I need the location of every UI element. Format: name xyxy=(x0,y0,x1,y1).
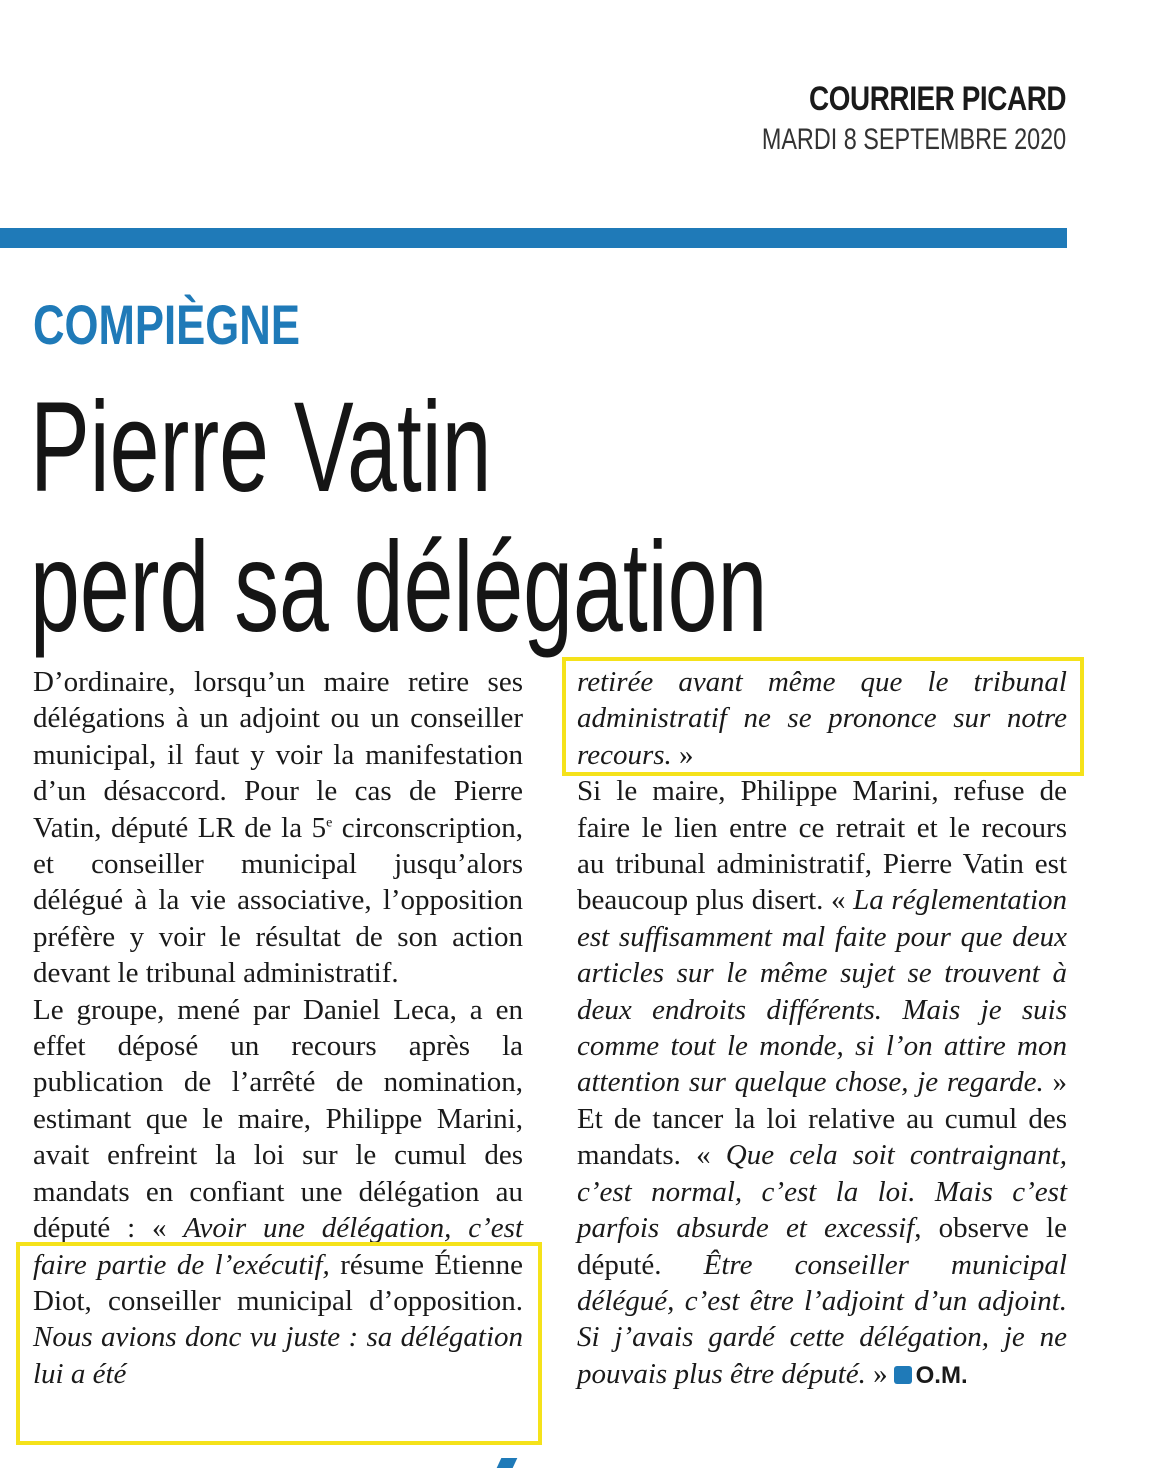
text-run: D’ordinaire, lorsqu’un maire retire ses délégations à un adjoint ou un conseiller municipal, il faut y voir la manifestation d’un désaccord. Pour le cas de Pierre Vatin, député LR de la 5 xyxy=(33,666,523,844)
newspaper-name: COURRIER PICARD xyxy=(808,80,1066,118)
superscript: e xyxy=(326,814,333,830)
publication-date: MARDI 8 SEPTEMBRE 2020 xyxy=(761,123,1066,156)
text-run: Le groupe, mené par Daniel Leca, a en effet déposé un recours après la publication de l’arrêté de nomination, estimant que le maire, Philippe Marini, avait enfreint la loi sur le cumul des mandats en confiant une délégation au député : « xyxy=(33,993,523,1245)
author-signature: O.M. xyxy=(915,1361,968,1389)
text-run: » xyxy=(671,738,694,771)
text-run: résume Étienne Diot, conseiller municipal d’opposition. xyxy=(33,1248,523,1317)
text-run: » xyxy=(865,1357,888,1390)
text-run: » Et de tancer la loi relative au cumul des mandats. « xyxy=(577,1066,1067,1172)
paragraph-quote-end xyxy=(577,664,1067,773)
paragraph-vatin xyxy=(577,773,1067,1394)
paragraph-recours xyxy=(33,992,523,1392)
masthead xyxy=(676,80,1066,157)
paragraph-intro xyxy=(33,664,523,992)
decorative-fragment xyxy=(497,1458,518,1468)
headline-line-2: perd sa délégation xyxy=(30,516,768,659)
quote-run: La réglementation est suffisamment mal faite pour que deux articles sur le même sujet se trouvent à deux endroits différents. Mais je suis comme tout le monde, si l’on attire mon attention sur quelque chose, je regarde. xyxy=(577,884,1068,1099)
quote-run: Que cela soit contraignant, c’est normal, c’est la loi. Mais c’est parfois absurde et excessif xyxy=(577,1139,1067,1245)
text-run: , observe le député. xyxy=(577,1212,1067,1281)
quote-run: Nous avions donc vu juste : sa délégation lui a été xyxy=(33,1321,523,1390)
article-column-right xyxy=(577,664,1067,1394)
quote-run: Être conseiller municipal délégué, c’est être l’adjoint d’un adjoint. Si j’avais gardé cette délégation, je ne pouvais plus être député. xyxy=(577,1248,1067,1390)
header-rule xyxy=(0,228,1067,248)
text-run: circonscription, et conseiller municipal jusqu’alors délégué à la vie associative, l’opposition préfère y voir le résultat de son action devant le tribunal administratif. xyxy=(33,811,523,990)
article-column-left xyxy=(33,664,523,1392)
quote-run: Avoir une délégation, c’est faire partie de l’exécutif, xyxy=(33,1212,523,1281)
text-run: Si le maire, Philippe Marini, refuse de faire le lien entre ce retrait et le recours au tribunal administratif, Pierre Vatin est beaucoup plus disert. « xyxy=(577,775,1067,917)
headline xyxy=(30,376,768,659)
signature-square-icon xyxy=(894,1366,912,1384)
headline-line-1: Pierre Vatin xyxy=(30,376,492,519)
quote-run: retirée avant même que le tribunal administratif ne se prononce sur notre recours. xyxy=(577,666,1067,771)
section-label: COMPIÈGNE xyxy=(33,293,300,356)
